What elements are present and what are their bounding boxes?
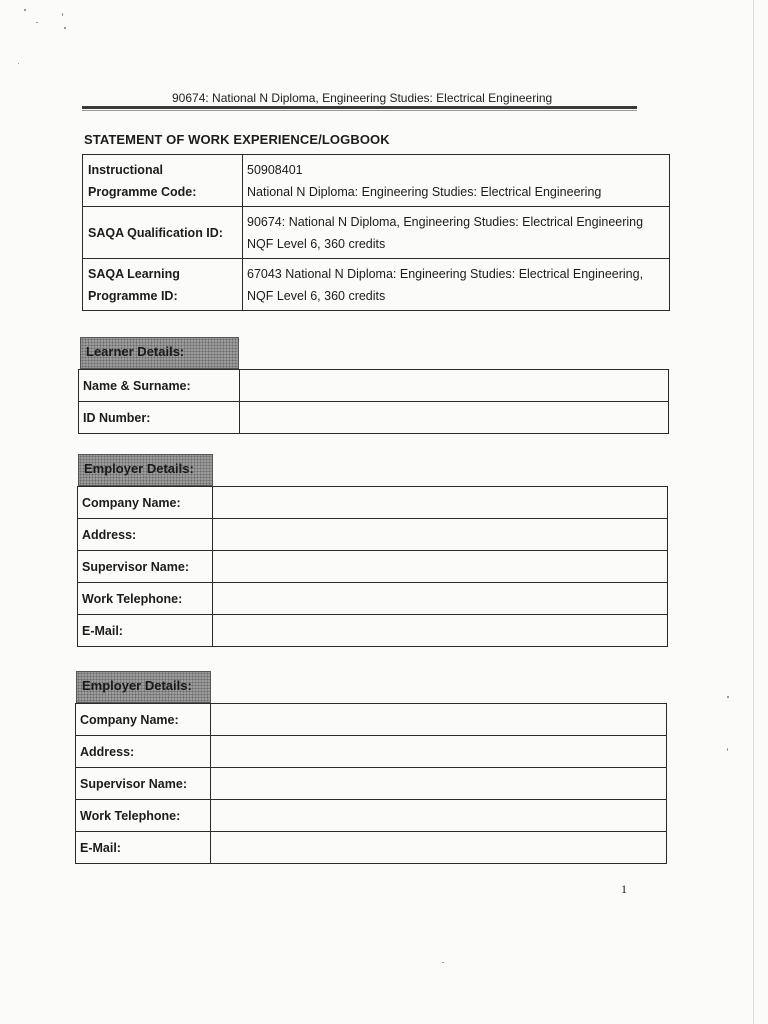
company-name-label: Company Name:	[78, 487, 213, 519]
document-title: STATEMENT OF WORK EXPERIENCE/LOGBOOK	[84, 132, 390, 147]
scan-speck	[18, 63, 19, 64]
label-line: Programme ID:	[88, 288, 178, 303]
saqa-learning-programme-label	[83, 259, 243, 311]
id-number-field[interactable]	[240, 402, 669, 434]
table-row	[78, 487, 668, 519]
value-line: NQF Level 6, 360 credits	[247, 236, 386, 251]
table-row	[78, 615, 668, 647]
email-field[interactable]	[211, 832, 667, 864]
value-line: National N Diploma: Engineering Studies: Electrical Engineering	[247, 184, 602, 199]
saqa-qualification-value	[243, 207, 670, 259]
email-label: E-Mail:	[76, 832, 211, 864]
table-row	[79, 402, 669, 434]
employer-details-heading: Employer Details:	[78, 454, 213, 486]
table-row	[83, 207, 670, 259]
programme-code-label	[83, 155, 243, 207]
supervisor-name-field[interactable]	[213, 551, 668, 583]
table-row	[76, 768, 667, 800]
learner-details-heading: Learner Details:	[80, 337, 239, 369]
scan-speck	[62, 13, 63, 16]
scan-speck	[727, 696, 729, 698]
email-label: E-Mail:	[78, 615, 213, 647]
value-line: 90674: National N Diploma, Engineering Studies: Electrical Engineering	[247, 214, 644, 229]
value-line: NQF Level 6, 360 credits	[247, 288, 386, 303]
table-row	[83, 259, 670, 311]
saqa-qualification-label	[83, 207, 243, 259]
supervisor-name-label: Supervisor Name:	[76, 768, 211, 800]
table-row	[79, 370, 669, 402]
company-name-field[interactable]	[211, 704, 667, 736]
company-name-field[interactable]	[213, 487, 668, 519]
work-telephone-field[interactable]	[213, 583, 668, 615]
table-row	[83, 155, 670, 207]
programme-info-table	[82, 154, 670, 311]
label-line: Programme Code:	[88, 184, 197, 199]
scan-speck	[727, 748, 728, 751]
programme-code-value	[243, 155, 670, 207]
table-row	[78, 519, 668, 551]
scan-edge-line	[753, 0, 754, 1024]
address-label: Address:	[78, 519, 213, 551]
address-field[interactable]	[211, 736, 667, 768]
table-row	[76, 832, 667, 864]
scan-speck	[36, 22, 38, 23]
id-number-label: ID Number:	[79, 402, 240, 434]
company-name-label: Company Name:	[76, 704, 211, 736]
label-line: SAQA Qualification ID:	[88, 225, 223, 240]
address-label: Address:	[76, 736, 211, 768]
supervisor-name-label: Supervisor Name:	[78, 551, 213, 583]
label-line: SAQA Learning	[88, 266, 180, 281]
work-telephone-label: Work Telephone:	[78, 583, 213, 615]
learner-details-table	[78, 369, 669, 434]
employer-details-table	[77, 486, 668, 647]
work-telephone-field[interactable]	[211, 800, 667, 832]
scan-speck	[64, 27, 66, 29]
supervisor-name-field[interactable]	[211, 768, 667, 800]
header-rule	[82, 106, 637, 109]
scan-speck	[24, 9, 26, 11]
table-row	[78, 551, 668, 583]
email-field[interactable]	[213, 615, 668, 647]
scan-speck	[442, 962, 444, 963]
value-line: 67043 National N Diploma: Engineering Studies: Electrical Engineering,	[247, 266, 644, 281]
table-row	[76, 800, 667, 832]
running-head: 90674: National N Diploma, Engineering Studies: Electrical Engineering	[172, 91, 553, 105]
table-row	[76, 704, 667, 736]
work-telephone-label: Work Telephone:	[76, 800, 211, 832]
employer-details-heading-2: Employer Details:	[76, 671, 211, 703]
name-surname-field[interactable]	[240, 370, 669, 402]
table-row	[78, 583, 668, 615]
employer-details-table-2	[75, 703, 667, 864]
label-line: Instructional	[88, 162, 164, 177]
value-line: 50908401	[247, 162, 303, 177]
saqa-learning-programme-value	[243, 259, 670, 311]
page-number: 1	[621, 882, 627, 896]
address-field[interactable]	[213, 519, 668, 551]
table-row	[76, 736, 667, 768]
name-surname-label: Name & Surname:	[79, 370, 240, 402]
